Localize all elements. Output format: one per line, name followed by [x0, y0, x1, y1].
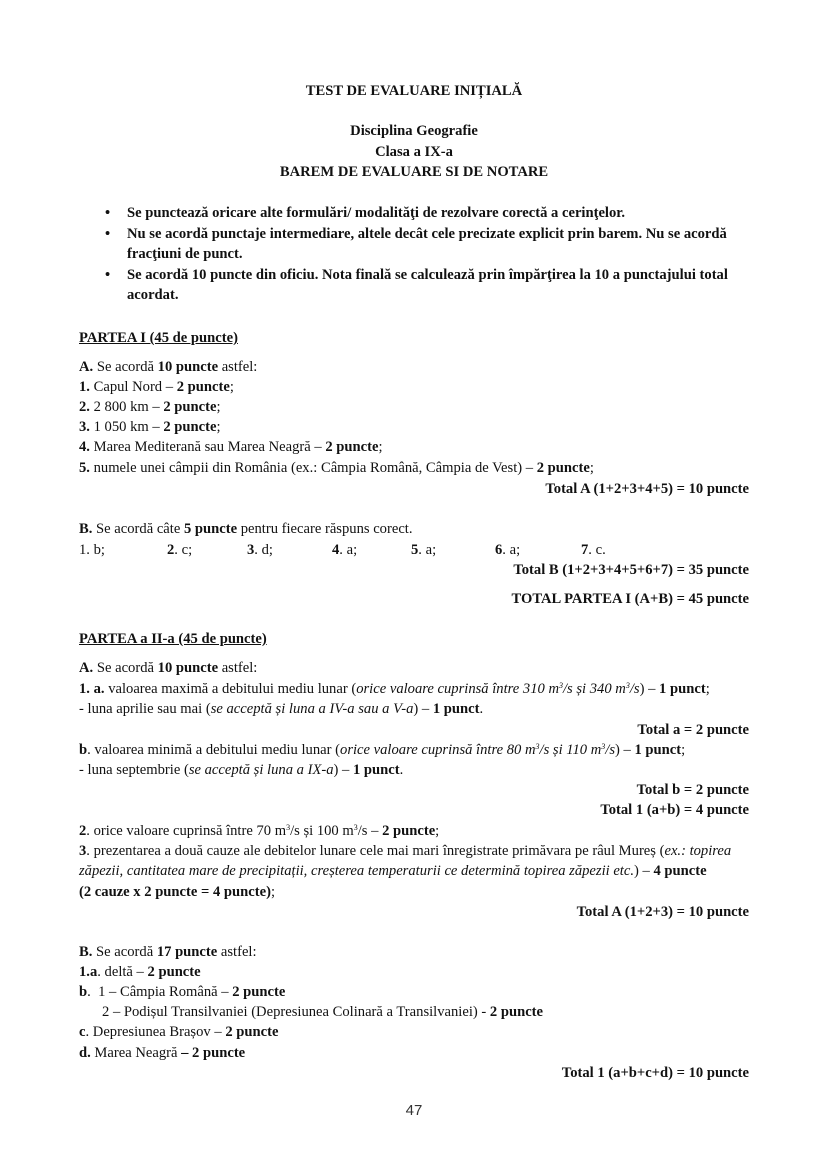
item-number: 4.	[79, 439, 90, 455]
section-label: A.	[79, 660, 94, 676]
item-number: 2	[79, 823, 87, 839]
part2-b-item	[79, 962, 749, 982]
answer-number: 6	[495, 542, 503, 558]
item-note: (2 cauze x 2 puncte = 4 puncte)	[79, 883, 271, 900]
item-points: 1 punct	[659, 681, 706, 697]
item-text: ) –	[413, 701, 433, 717]
item-points: 2 puncte	[163, 419, 217, 435]
item-points: 1 punct	[352, 762, 400, 778]
answer-value: . c;	[174, 542, 193, 558]
item-points: 4 puncte	[653, 863, 707, 880]
item-number: 1. a.	[79, 681, 105, 697]
part1-b-answers	[79, 540, 749, 560]
part2-a-total: Total A (1+2+3) = 10 puncte	[576, 904, 749, 920]
section-label: B.	[79, 521, 93, 537]
item-text: 2 800 km –	[89, 399, 164, 415]
part2-heading: PARTEA a II-a (45 de puncte)	[79, 631, 267, 647]
intro-points: 10 puncte	[157, 359, 219, 375]
item-italic: /s și 110 m	[539, 742, 602, 758]
document-title: TEST DE EVALUARE INIȚIALĂ	[305, 83, 523, 99]
part1-a-item	[79, 377, 749, 397]
grading-rules-list	[79, 203, 749, 306]
item-number: 3.	[79, 419, 90, 435]
item-text: . Depresiunea Brașov –	[85, 1024, 226, 1040]
item-points: 2 puncte	[382, 823, 436, 839]
answer-item	[79, 540, 167, 560]
section-label: A.	[79, 359, 94, 375]
item-end: ;	[216, 419, 221, 435]
item-points: 2 puncte	[225, 1024, 279, 1040]
item-points: 2 puncte	[325, 439, 379, 455]
item-text: . deltă –	[97, 964, 148, 980]
item-text: . orice valoare cuprinsă între 70 m	[86, 823, 287, 839]
item-points: 2 puncte	[176, 379, 230, 395]
item-points: 2 puncte	[536, 460, 590, 476]
item-points: 1 punct	[432, 701, 480, 717]
answer-item	[495, 540, 581, 560]
item-number: 3	[79, 843, 87, 859]
part1-a-total: Total A (1+2+3+4+5) = 10 puncte	[545, 481, 749, 497]
superscript: 3	[353, 823, 358, 832]
item-points: 2 puncte	[147, 964, 201, 980]
item-italic: orice valoare cuprinsă între 80 m	[340, 742, 536, 758]
intro-text: Se acordă	[93, 660, 158, 676]
part1-b-total: Total B (1+2+3+4+5+6+7) = 35 puncte	[513, 562, 749, 578]
intro-points: 5 puncte	[183, 521, 238, 537]
item-text: /s și 100 m	[290, 823, 354, 839]
intro-text: pentru fiecare răspuns corect.	[237, 521, 413, 537]
superscript: 3	[625, 681, 630, 690]
item-points: – 2 puncte	[181, 1045, 246, 1061]
answer-value: . a;	[339, 542, 358, 558]
item-end: ;	[435, 823, 440, 839]
item-italic: se acceptă și luna a IX-a	[188, 762, 334, 778]
item-text: ) –	[633, 863, 654, 880]
item-end: ;	[705, 681, 710, 697]
part2-q1a	[79, 679, 749, 699]
grade-label: Clasa a IX-a	[375, 144, 453, 160]
rule-item: • Nu se acordă punctaje intermediare, altele decât cele precizate explicit prin barem. Nu se acordă fracţiuni de punct.	[127, 224, 749, 265]
item-end: ;	[589, 460, 594, 476]
superscript: 3	[601, 742, 606, 751]
part2-q1a-total: Total a = 2 puncte	[637, 722, 749, 738]
item-text: . prezentarea a două cauze ale debitelor lunare cele mai mari înregistrate primăvara pe râul Mureș (	[86, 843, 665, 859]
part1-total: TOTAL PARTEA I (A+B) = 45 puncte	[511, 591, 749, 607]
part2-b-item	[79, 1002, 772, 1022]
item-text: Capul Nord –	[89, 379, 177, 395]
page-number: 47	[405, 1102, 423, 1119]
answer-number: 2	[167, 542, 175, 558]
item-number: 2.	[79, 399, 90, 415]
superscript: 3	[535, 742, 540, 751]
answer-number: 5	[411, 542, 419, 558]
item-text: ) –	[333, 762, 353, 778]
item-end: .	[479, 701, 484, 717]
answer-value: . a;	[502, 542, 521, 558]
item-text: - luna aprilie sau mai (	[79, 701, 211, 717]
part2-b-intro	[79, 942, 749, 962]
item-points: 1 punct	[634, 742, 682, 758]
item-italic: se acceptă și luna a IV-a sau a V-a	[210, 701, 414, 717]
discipline-label: Disciplina Geografie	[350, 123, 478, 139]
answer-item	[332, 540, 411, 560]
answer-number: 3	[247, 542, 255, 558]
item-italic: /s	[605, 742, 616, 758]
superscript: 3	[286, 823, 291, 832]
item-number: c	[79, 1024, 86, 1040]
intro-text: Se acordă câte	[92, 521, 184, 537]
item-points: 2 puncte	[489, 1004, 544, 1020]
item-text: Marea Mediterană sau Marea Neagră –	[89, 439, 326, 455]
item-italic: /s și 340 m	[563, 681, 626, 697]
part2-q1b-sub	[79, 760, 749, 780]
item-end: ;	[270, 883, 275, 900]
part2-q1-total: Total 1 (a+b) = 4 puncte	[600, 802, 749, 818]
part2-b-item	[79, 1022, 749, 1042]
part2-q1b-total: Total b = 2 puncte	[636, 782, 749, 798]
item-number: 5.	[79, 460, 90, 476]
intro-points: 10 puncte	[157, 660, 219, 676]
part2-b-item	[79, 982, 749, 1002]
intro-text: astfel:	[218, 359, 258, 375]
item-text: . valoarea minimă a debitului mediu lunar (	[87, 742, 341, 758]
part1-b-intro	[79, 519, 749, 539]
item-italic: /s	[629, 681, 640, 697]
item-number: d.	[79, 1045, 91, 1061]
item-text: 2 – Podișul Transilvaniei (Depresiunea Colinară a Transilvaniei) -	[102, 1004, 490, 1020]
part1-heading: PARTEA I (45 de puncte)	[79, 330, 238, 346]
item-end: .	[399, 762, 404, 778]
item-text: /s –	[357, 823, 383, 839]
answer-value: . a;	[418, 542, 437, 558]
item-text: Marea Neagră	[90, 1045, 182, 1061]
item-number: b	[79, 984, 88, 1000]
part2-a-intro	[79, 658, 749, 678]
intro-text: astfel:	[217, 944, 257, 960]
item-end: ;	[681, 742, 686, 758]
rule-item: • Se acordă 10 puncte din oficiu. Nota finală se calculează prin împărţirea la 10 a punctajului total acordat.	[127, 265, 749, 306]
item-text: numele unei câmpii din România (ex.: Câmpia Română, Câmpia de Vest) –	[89, 460, 537, 476]
part2-q2	[79, 821, 749, 841]
part1-a-item	[79, 437, 749, 457]
intro-text: Se acordă	[93, 359, 158, 375]
item-points: 2 puncte	[163, 399, 217, 415]
part2-q1b	[79, 740, 749, 760]
part1-a-item	[79, 397, 749, 417]
item-text: 1 050 km –	[89, 419, 164, 435]
item-number: 1.a	[79, 964, 98, 980]
answer-value: . c.	[588, 542, 606, 558]
item-number: b	[79, 742, 88, 758]
item-end: ;	[378, 439, 383, 455]
answer-value: . d;	[254, 542, 273, 558]
answer-number: 1	[79, 542, 87, 558]
item-end: ;	[229, 379, 234, 395]
item-italic: orice valoare cuprinsă între 310 m	[356, 681, 559, 697]
part2-b-item	[79, 1043, 749, 1063]
answer-number: 4	[332, 542, 340, 558]
part2-q3	[79, 841, 749, 902]
item-italic: ex.: topirea zăpezii, cantitatea mare de precipitații, creșterea temperaturii ce determină topirea zăpezii etc.	[79, 843, 732, 880]
part2-q1a-sub	[79, 699, 749, 719]
item-text: ) –	[639, 681, 660, 697]
item-text: valoarea maximă a debitului mediu lunar (	[104, 681, 357, 697]
intro-text: astfel:	[218, 660, 258, 676]
answer-value: . b;	[86, 542, 105, 558]
answer-item	[581, 540, 606, 560]
answer-item	[247, 540, 332, 560]
intro-points: 17 puncte	[156, 944, 218, 960]
item-text: . 1 – Câmpia Română –	[87, 984, 233, 1000]
part1-a-item	[79, 458, 749, 478]
answer-item	[411, 540, 495, 560]
item-text: ) –	[615, 742, 635, 758]
document-type-label: BAREM DE EVALUARE SI DE NOTARE	[279, 164, 549, 180]
item-points: 2 puncte	[232, 984, 286, 1000]
item-end: ;	[216, 399, 221, 415]
answer-item	[167, 540, 247, 560]
answer-number: 7	[581, 542, 589, 558]
superscript: 3	[559, 681, 563, 690]
part1-a-intro	[79, 357, 749, 377]
section-label: B.	[79, 944, 93, 960]
part2-b-total: Total 1 (a+b+c+d) = 10 puncte	[561, 1065, 749, 1081]
item-number: 1.	[79, 379, 90, 395]
item-text: - luna septembrie (	[79, 762, 189, 778]
intro-text: Se acordă	[92, 944, 157, 960]
rule-item: • Se punctează oricare alte formulări/ modalităţi de rezolvare corectă a cerinţelor.	[127, 203, 749, 224]
part1-a-item	[79, 417, 749, 437]
